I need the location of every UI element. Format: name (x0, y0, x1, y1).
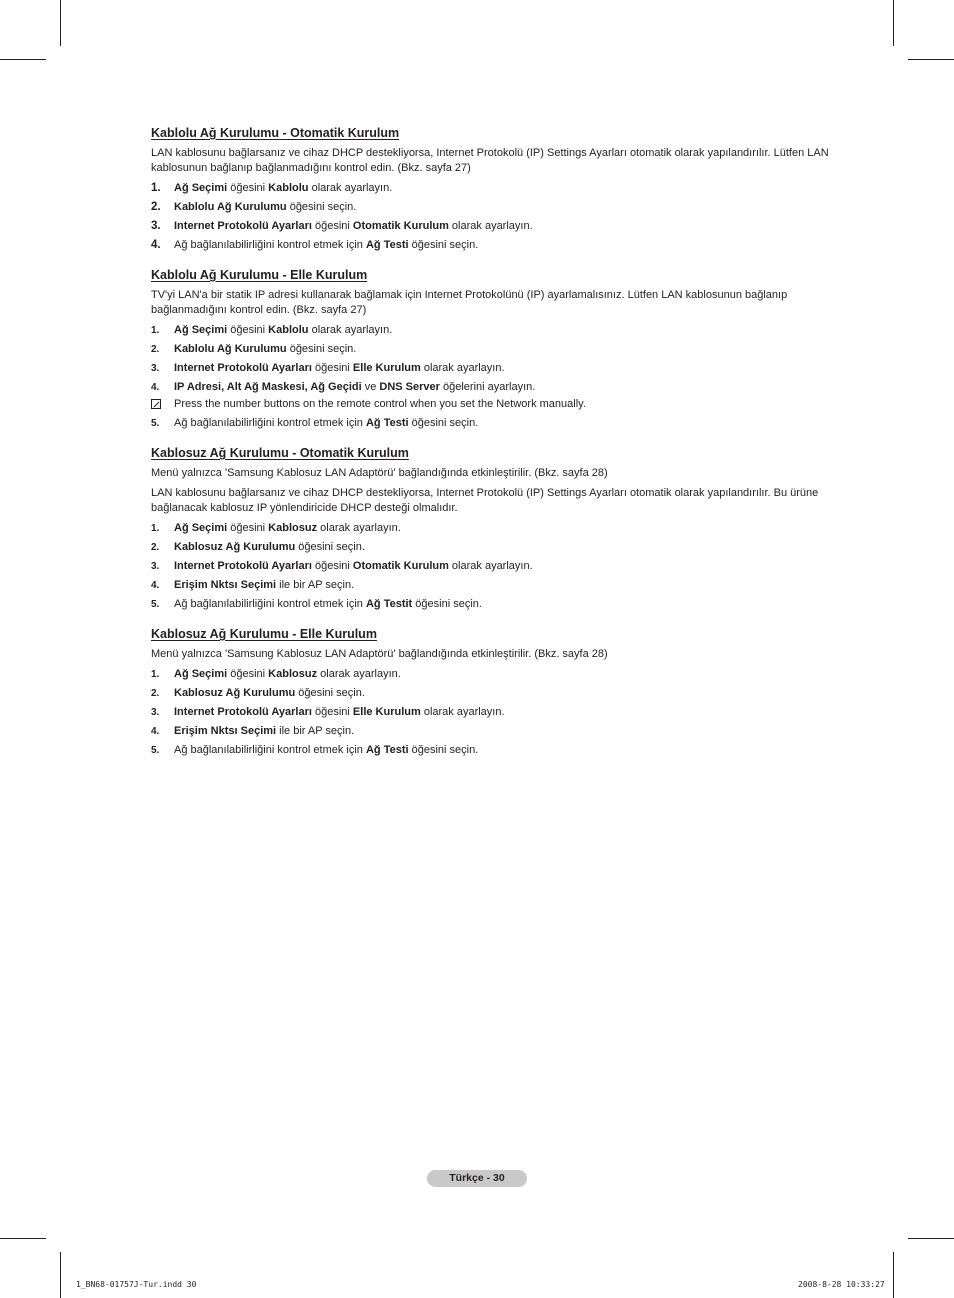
step-item (151, 578, 831, 593)
page-number-badge: Türkçe - 30 (427, 1170, 527, 1187)
step-item (151, 743, 831, 758)
step-item (151, 181, 831, 196)
step-number: 3. (151, 561, 160, 572)
step-keyword: Internet Protokolü Ayarları (174, 362, 312, 374)
step-item (151, 323, 831, 338)
step-text: ve (361, 381, 380, 393)
step-text: Ağ bağlanılabilirliğini kontrol etmek için (174, 598, 366, 610)
step-list (151, 667, 831, 758)
step-keyword: Erişim Nktsı Seçimi (174, 725, 277, 737)
step-number: 3. (151, 220, 161, 232)
step-number: 3. (151, 707, 160, 718)
step-keyword: Kablosuz Ağ Kurulumu (174, 687, 296, 699)
step-keyword: DNS Server (379, 381, 440, 393)
step-text: öğelerini ayarlayın. (439, 381, 536, 393)
manual-content (151, 125, 831, 772)
step-number: 1. (151, 669, 160, 680)
step-number: 2. (151, 688, 160, 699)
step-number: 3. (151, 363, 160, 374)
section-title: Kablolu Ağ Kurulumu - Otomatik Kurulum (151, 126, 400, 140)
step-list (151, 181, 831, 253)
step-keyword: Kablosuz Ağ Kurulumu (174, 541, 296, 553)
step-text: olarak ayarlayın. (448, 560, 533, 572)
step-keyword: Elle Kurulum (352, 362, 421, 374)
section-title: Kablolu Ağ Kurulumu - Elle Kurulum (151, 268, 368, 282)
step-keyword: Kablolu Ağ Kurulumu (174, 201, 287, 213)
step-number: 5. (151, 599, 160, 610)
step-text: öğesini (311, 706, 353, 718)
section (151, 267, 831, 431)
step-keyword: Internet Protokolü Ayarları (174, 706, 312, 718)
step-number: 1. (151, 325, 160, 336)
step-keyword: Ağ Testi (365, 417, 409, 429)
step-number: 2. (151, 542, 160, 553)
step-keyword: IP Adresi, Alt Ağ Maskesi, Ağ Geçidi (174, 381, 362, 393)
step-number: 2. (151, 344, 160, 355)
step-keyword: Ağ Seçimi (174, 668, 228, 680)
step-keyword: Internet Protokolü Ayarları (174, 220, 312, 232)
step-keyword: Kablolu (268, 182, 309, 194)
step-keyword: Kablolu (268, 324, 309, 336)
step-keyword: Ağ Seçimi (174, 522, 228, 534)
step-item (151, 219, 831, 234)
step-text: öğesini (227, 324, 269, 336)
step-text: öğesini (227, 668, 269, 680)
step-keyword: Kablosuz (268, 668, 318, 680)
step-keyword: Ağ Seçimi (174, 182, 228, 194)
crop-mark (893, 1252, 894, 1298)
crop-mark (0, 59, 46, 60)
step-text: öğesini seçin. (408, 417, 479, 429)
step-text: olarak ayarlayın. (420, 706, 505, 718)
step-number: 4. (151, 382, 160, 393)
step-item (151, 705, 831, 720)
step-item (151, 686, 831, 701)
step-number: 1. (151, 523, 160, 534)
step-text: öğesini seçin. (295, 541, 365, 553)
section-paragraph: LAN kablosunu bağlarsanız ve cihaz DHCP destekliyorsa, Internet Protokolü (IP) Settings Ayarları otomatik olarak yapılandırılır. Bu ürüne bağlanacak kablosuz IP yönlendiricide DHCP desteği olmalıdır. (151, 487, 819, 514)
section (151, 125, 831, 253)
step-item (151, 667, 831, 682)
step-item (151, 540, 831, 555)
step-keyword: Elle Kurulum (352, 706, 421, 718)
step-item (151, 380, 831, 395)
note-icon (151, 399, 161, 409)
step-number: 5. (151, 745, 160, 756)
section (151, 445, 831, 612)
step-keyword: Kablosuz (268, 522, 318, 534)
step-text: Ağ bağlanılabilirliğini kontrol etmek için (174, 744, 366, 756)
step-text: öğesini (227, 182, 269, 194)
step-item (151, 559, 831, 574)
step-number: 5. (151, 418, 160, 429)
step-text: olarak ayarlayın. (317, 668, 401, 680)
step-item (151, 724, 831, 739)
step-keyword: Ağ Testi (365, 744, 409, 756)
print-slug-date: 2008-8-28 10:33:27 (798, 1280, 885, 1289)
crop-mark (908, 1238, 954, 1239)
step-number: 4. (151, 726, 160, 737)
step-keyword: Otomatik Kurulum (352, 220, 449, 232)
step-keyword: Erişim Nktsı Seçimi (174, 579, 277, 591)
crop-mark (893, 0, 894, 46)
step-text: öğesini seçin. (412, 598, 482, 610)
step-keyword: Ağ Testit (365, 598, 413, 610)
section-paragraph: TV'yi LAN'a bir statik IP adresi kullanarak bağlamak için Internet Protokolünü (IP) ayarlamalısınız. Lütfen LAN kablosunun bağlanıp bağlanmadığını kontrol edin. (Bkz. sayfa 27) (151, 289, 788, 316)
step-item (151, 521, 831, 536)
step-text: Ağ bağlanılabilirliğini kontrol etmek için (174, 417, 366, 429)
step-keyword: Ağ Testi (365, 239, 409, 251)
section (151, 626, 831, 758)
step-list (151, 521, 831, 612)
step-number: 1. (151, 182, 161, 194)
step-text: öğesini seçin. (408, 239, 479, 251)
step-text: ile bir AP seçin. (276, 579, 355, 591)
step-text: öğesini seçin. (286, 343, 357, 355)
step-keyword: Ağ Seçimi (174, 324, 228, 336)
step-item (151, 361, 831, 376)
step-text: öğesini (311, 560, 353, 572)
step-keyword: Kablolu Ağ Kurulumu (174, 343, 287, 355)
step-text: olarak ayarlayın. (420, 362, 505, 374)
step-text: öğesini (227, 522, 269, 534)
crop-mark (0, 1238, 46, 1239)
step-number: 4. (151, 239, 161, 251)
crop-mark (908, 59, 954, 60)
step-text: Ağ bağlanılabilirliğini kontrol etmek için (174, 239, 366, 251)
step-item (151, 342, 831, 357)
step-item (151, 597, 831, 612)
step-text: olarak ayarlayın. (308, 182, 393, 194)
step-list (151, 323, 831, 431)
step-text: öğesini seçin. (408, 744, 479, 756)
step-text: ile bir AP seçin. (276, 725, 355, 737)
step-text: olarak ayarlayın. (308, 324, 393, 336)
step-note (151, 397, 831, 412)
step-number: 2. (151, 201, 161, 213)
step-text: öğesini (311, 362, 353, 374)
crop-mark (60, 1252, 61, 1298)
print-slug-file: 1_BN68-01757J-Tur.indd 30 (76, 1280, 197, 1289)
step-text: öğesini (311, 220, 353, 232)
section-paragraph: LAN kablosunu bağlarsanız ve cihaz DHCP destekliyorsa, Internet Protokolü (IP) Settings Ayarları otomatik olarak yapılandırılır. Lütfen LAN kablosunun bağlanıp bağlanmadığını kontrol edin. (Bkz. sayfa 27) (151, 147, 829, 174)
step-number: 4. (151, 580, 160, 591)
step-item (151, 238, 831, 253)
step-item (151, 416, 831, 431)
step-keyword: Internet Protokolü Ayarları (174, 560, 312, 572)
step-text: olarak ayarlayın. (317, 522, 401, 534)
section-title: Kablosuz Ağ Kurulumu - Elle Kurulum (151, 627, 377, 641)
step-item (151, 200, 831, 215)
step-keyword: Otomatik Kurulum (352, 560, 449, 572)
step-text: öğesini seçin. (295, 687, 365, 699)
section-title: Kablosuz Ağ Kurulumu - Otomatik Kurulum (151, 446, 409, 460)
note-text: Press the number buttons on the remote control when you set the Network manually. (174, 398, 586, 410)
section-paragraph: Menü yalnızca 'Samsung Kablosuz LAN Adaptörü' bağlandığında etkinleştirilir. (Bkz. sayfa 28) (151, 467, 608, 479)
crop-mark (60, 0, 61, 46)
step-text: öğesini seçin. (286, 201, 357, 213)
section-paragraph: Menü yalnızca 'Samsung Kablosuz LAN Adaptörü' bağlandığında etkinleştirilir. (Bkz. sayfa 28) (151, 648, 608, 660)
step-text: olarak ayarlayın. (448, 220, 533, 232)
